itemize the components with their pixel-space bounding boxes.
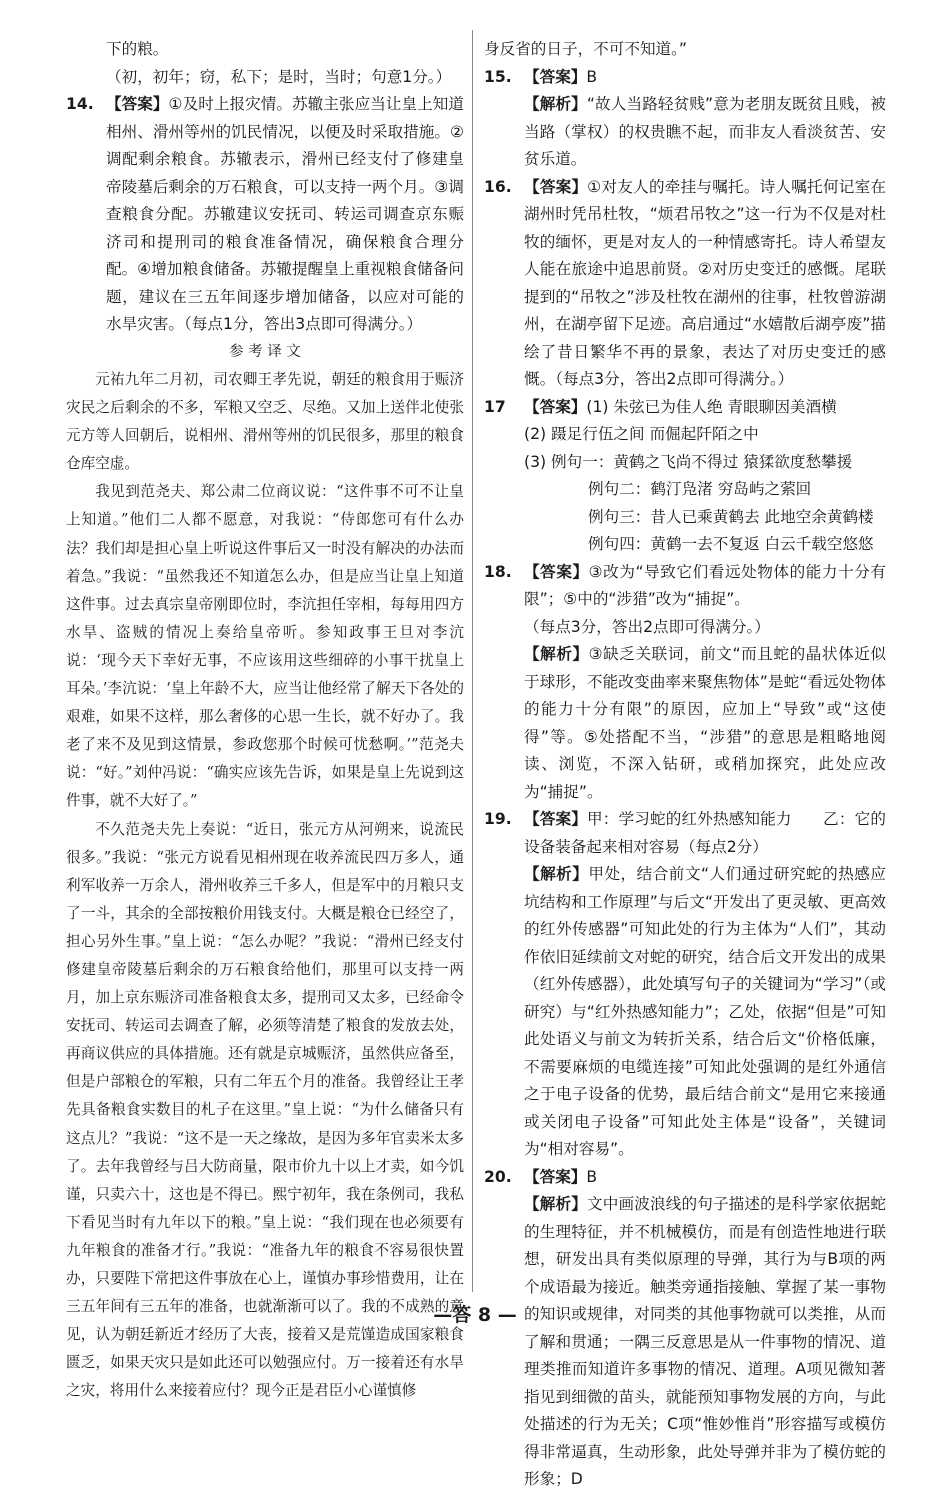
right-column: [484, 36, 886, 1494]
analysis-text: 甲处，结合前文“人们通过研究蛇的热感应坑结构和工作原理”与后文“开发出了更灵敏、更高效的红外传感器”可知此处的行为主体为“人们”，其动作依旧延续前文对蛇的研究，结合后文开发出的成果（红外传感器），此处填写句子的关键词为“学习”（或研究）与“红外热感知能力”；乙处，依据“但是”可知此处语义与前文为转折关系，结合后文“价格低廉，不需要麻烦的电缆连接”可知此处强调的是红外通信之于电子设备的优势，最后结合前文“是用它来接通或关闭电子设备”可知此处主体是“设备”，关键词为“相对容易”。: [524, 865, 886, 1158]
question-number: 20.: [484, 1167, 512, 1186]
question-16: [484, 174, 886, 394]
example-line: 例句四：黄鹤一去不复返 白云千载空悠悠: [588, 535, 874, 553]
question-14: [66, 91, 464, 339]
answer-text: B: [586, 1167, 598, 1186]
analysis-tag: 【解析】: [524, 865, 589, 883]
column-divider: [472, 30, 473, 1292]
answer-line: (3) 例句一：黄鹤之飞尚不得过 猿猱欲度愁攀援: [524, 452, 853, 471]
analysis-text: “故人当路轻贫贱”意为老朋友既贫且贱，被当路（掌权）的权贵瞧不起，而非友人看淡贫苦、安贫乐道。: [524, 95, 886, 168]
analysis-tag: 【解析】: [524, 95, 587, 113]
question-15: [484, 64, 886, 174]
answer-tag: 【答案】: [524, 177, 588, 196]
answer-tag: 【答案】: [106, 95, 169, 113]
answer-tag: 【答案】: [524, 810, 587, 828]
answer-text: ①对友人的牵挂与嘱托。诗人嘱托何记室在湖州时凭吊杜牧，“烦君吊牧之”这一行为不仅是对杜牧的缅怀，更是对友人的一种情感寄托。诗人希望友人能在旅途中追思前贤。②对历史变迁的感慨。尾联提到的“吊牧之”涉及杜牧在湖州的往事，杜牧曾游湖州，在湖亭留下足迹。高启通过“水嬉散后湖亭废”描绘了昔日繁华不再的景象，表达了对历史变迁的感慨。（每点3分，答出2点即可得满分。）: [524, 177, 886, 388]
translation-paragraph-2: 我见到范尧夫、郑公肃二位商议说：“这件事不可不让皇上知道。”他们二人都不愿意，对我说：“侍郎您可有什么办法？我们却是担心皇上听说这件事后又一时没有解决的办法而着急。”我说：“虽然我还不知道怎么办，但是应当让皇上知道这件事。过去真宗皇帝刚即位时，李沆担任宰相，每每用四方水旱、盗贼的情况上奏给皇帝听。参知政事王旦对李沆说：‘现今天下幸好无事，不应该用这些细碎的小事干扰皇上耳朵。’李沆说：‘皇上年龄不大，应当让他经常了解天下各处的艰难，如果不这样，那么奢侈的心思一生长，就不好办了。我老了来不及见到这情景，参政您那个时候可忧愁啊。’”范尧夫说：“好。”刘仲冯说：“确实应该先告诉，如果是皇上先说到这件事，就不大好了。”: [66, 483, 464, 810]
translation-paragraph-3: 不久范尧夫先上奏说：“近日，张元方从河朔来，说流民很多。”我说：“张元方说看见相州现在收养流民四万多人，通利军收养一万余人，滑州收养三千多人，但是军中的月粮只支了一斗，其余的全部按粮价用钱支付。大概是粮仓已经空了，担心另外生事。”皇上说：“怎么办呢？”我说：“滑州已经支付修建皇帝陵墓后剩余的万石粮食给他们，那里可以支持一两月，加上京东赈济司准备粮食太多，提刑司又太多，已经命令安抚司、转运司去调查了解，必须等清楚了粮食的发放去处，再商议供应的具体措施。还有就是京城赈济，虽然供应备至，但是户部粮仓的军粮，只有二年五个月的准备。我曾经让王孝先具备粮食实数目的札子在这里。”皇上说：“为什么储备只有这点儿？”我说：“这不是一天之缘故，是因为多年官卖米太多了。去年我曾经与吕大防商量，限市价九十以上才卖，如今饥谨，只卖六十，这也是不得已。熙宁初年，我在条例司，我私下看见当时有九年以下的粮。”皇上说：“我们现在也必须要有九年粮食的准备才行。”我说：“准备九年的粮食不容易很快置办，只要陛下常把这件事放在心上，谨慎办事珍惜费用，让在三五年间有三五年的准备，也就渐渐可以了。我的不成熟的意见，认为朝廷新近才经历了大丧，接着又是荒馑造成国家粮食匮乏，如果天灾只是如此还可以勉强应付。万一接着还有水旱之灾，将用什么来接着应付？现今正是君臣小心谨慎修: [66, 820, 464, 1400]
answer-line: (1) 朱弦已为佳人绝 青眼聊因美酒横: [586, 397, 837, 416]
answer-tag: 【答案】: [524, 397, 587, 416]
question-18: [484, 559, 886, 807]
analysis-tag: 【解析】: [524, 645, 589, 663]
question-number: 15.: [484, 67, 512, 86]
question-number: 17: [484, 397, 506, 416]
analysis-text: 文中画波浪线的句子描述的是科学家依据蛇的生理特征，并不机械模仿，而是有创造性地进行联想，研发出具有类似原理的导弹，其行为与B项的两个成语最为接近。触类旁通指接触、掌握了某一事物的知识或规律，对同类的其他事物就可以类推，从而了解和贯通；一隅三反意思是从一件事物的情况、道理类推而知道许多事物的情况、道理。A项见微知著指见到细微的苗头，就能预知事物发展的方向，与此处描述的行为无关；C项“惟妙惟肖”形容描写或模仿得非常逼真，生动形象，此处导弹并非为了模仿蛇的形象；D: [524, 1195, 886, 1488]
left-column: [66, 36, 464, 1405]
question-20: [484, 1164, 886, 1494]
score-note: （每点3分，答出2点即可得满分。）: [524, 617, 770, 636]
answer-tag: 【答案】: [524, 67, 587, 86]
answer-text: ③改为“导致它们看远处物体的能力十分有限”；⑤中的“涉猎”改为“捕捉”。: [524, 562, 886, 608]
example-line: 例句二：鹤汀凫渚 穷岛屿之萦回: [588, 480, 812, 498]
analysis-tag: 【解析】: [524, 1195, 587, 1213]
translation-paragraph-1: 元祐九年二月初，司农卿王孝先说，朝廷的粮食用于赈济灾民之后剩余的不多，军粮又空乏、尽绝。又加上送伴北使张元方等人回朝后，说相州、滑州等州的饥民很多，那里的粮食仓库空虚。: [66, 371, 464, 473]
question-17: [484, 394, 886, 559]
answer-text: 甲：学习蛇的红外热感知能力 乙：它的设备装备起来相对容易（每点2分）: [524, 810, 886, 856]
question-number: 18.: [484, 562, 512, 581]
answer-line: (2) 蹑足行伍之间 而倔起阡陌之中: [524, 425, 759, 443]
answer-text: B: [586, 67, 598, 86]
question-number: 19.: [484, 810, 512, 828]
question-number: 16.: [484, 177, 512, 196]
continued-line: 下的粮。: [106, 40, 169, 58]
continued-line: 身反省的日子，不可不知道。”: [484, 40, 687, 58]
question-19: [484, 806, 886, 1164]
answer-text: ①及时上报灾情。苏辙主张应当让皇上知道相州、滑州等州的饥民情况，以便及时采取措施。②调配剩余粮食。苏辙表示，滑州已经支付了修建皇帝陵墓后剩余的万石粮食，可以支持一两个月。③调查粮食分配。苏辙建议安抚司、转运司调查京东赈济司和提刑司的粮食准备情况，确保粮食合理分配。④增加粮食储备。苏辙提醒皇上重视粮食储备问题，建议在三五年间逐步增加储备，以应对可能的水旱灾害。（每点1分，答出3点即可得满分。）: [106, 95, 464, 333]
example-line: 例句三：昔人已乘黄鹤去 此地空余黄鹤楼: [588, 507, 874, 526]
analysis-text: ③缺乏关联词，前文“而且蛇的晶状体近似于球形，不能改变曲率来聚焦物体”是蛇“看远处物体的能力十分有限”的原因，应加上“导致”或“这使得”等。⑤处搭配不当，“涉猎”的意思是粗略地阅读、浏览，不深入钻研，或稍加探究，此处应改为“捕捉”。: [524, 645, 886, 801]
page-number: —答 8 —: [433, 1304, 517, 1326]
translation-title: 参 考 译 文: [229, 343, 301, 360]
gloss-note: （初，初年；窃，私下；是时，当时；句意1分。）: [106, 67, 452, 86]
answer-tag: 【答案】: [524, 562, 589, 581]
question-number: 14.: [66, 95, 94, 113]
answer-tag: 【答案】: [524, 1167, 587, 1186]
